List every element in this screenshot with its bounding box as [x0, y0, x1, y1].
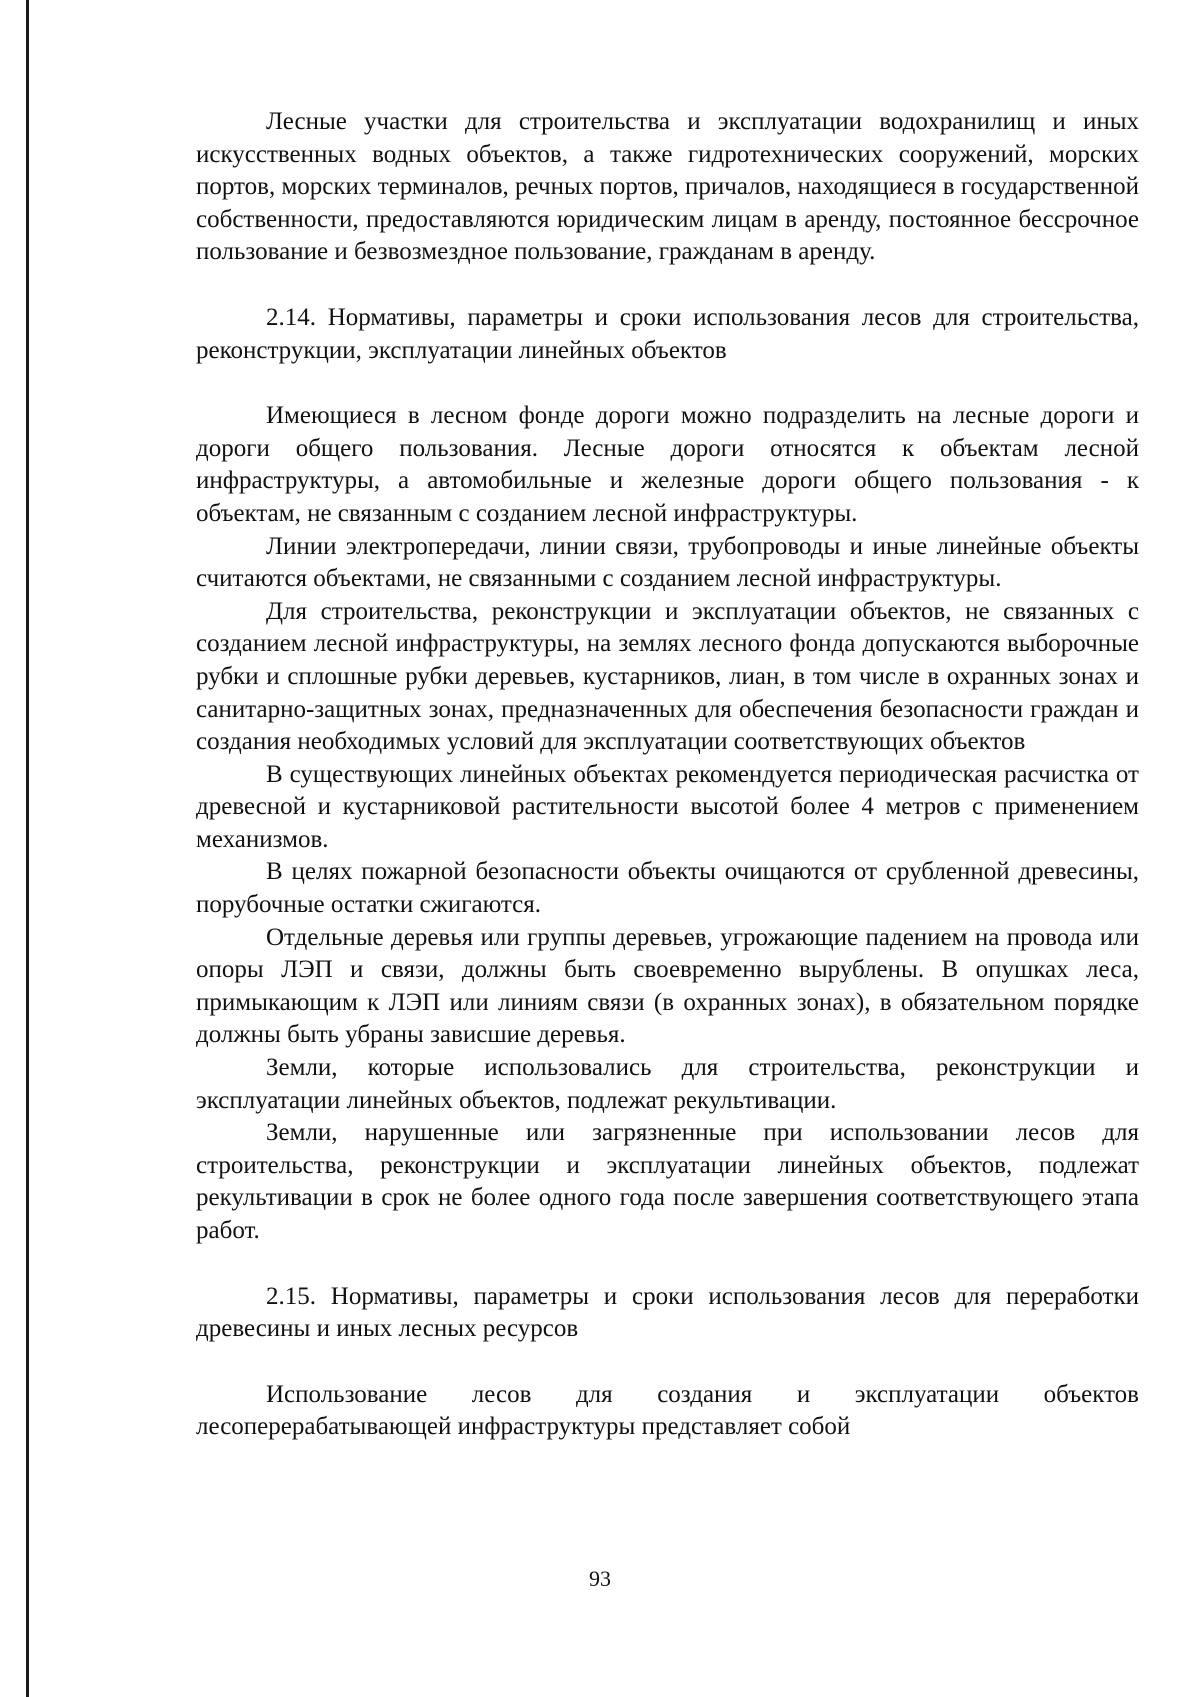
paragraph-power-lines: Линии электропередачи, линии связи, трубопроводы и иные линейные объекты считаются объектами, не связанными с созданием лесной инфраструктуры. — [196, 532, 1139, 593]
paragraph-roads: Имеющиеся в лесном фонде дороги можно подразделить на лесные дороги и дороги общего пользования. Лесные дороги относятся к объектам лесной инфраструктуры, а автомобильные и железные дороги общего пользования - к объектам, не связанным с созданием лесной инфраструктуры. — [196, 402, 1139, 527]
paragraph-land-reclamation: Земли, которые использовались для строительства, реконструкции и эксплуатации линейных объектов, подлежат рекультивации. — [196, 1054, 1139, 1114]
document-page — [196, 106, 1139, 1444]
paragraph-fire-safety: В целях пожарной безопасности объекты очищаются от срубленной древесины, порубочные остатки сжигаются. — [196, 858, 1139, 919]
scan-edge-line — [26, 0, 29, 1697]
paragraph-hazard-trees: Отдельные деревья или группы деревьев, угрожающие падением на провода или опоры ЛЭП и связи, должны быть своевременно вырублены. В опушках леса, примыкающим к ЛЭП или линиям связи (в охранных зонах), в обязательном порядке должны быть убраны зависшие деревья. — [196, 923, 1139, 1049]
paragraph-reservoir-plots: Лесные участки для строительства и эксплуатации водохранилищ и иных искусственных водных объектов, а также гидротехнических сооружений, морских портов, морских терминалов, речных портов, причалов, находящиеся в государственной собственности, предоставляются юридическим лицам в аренду, постоянное бессрочное пользование и безвозмездное пользование, гражданам в аренду. — [196, 108, 1139, 266]
paragraph-felling-permitted: Для строительства, реконструкции и эксплуатации объектов, не связанных с созданием лесной инфраструктуры, на землях лесного фонда допускаются выборочные рубки и сплошные рубки деревьев, кустарников, лиан, в том числе в охранных зонах и санитарно-защитных зонах, предназначенных для обеспечения безопасности граждан и создания необходимых условий для эксплуатации соответствующих объектов — [196, 597, 1139, 756]
page-number: 93 — [589, 1566, 611, 1591]
paragraph-disturbed-land: Земли, нарушенные или загрязненные при использовании лесов для строительства, реконструкции и эксплуатации линейных объектов, подлежат рекультивации в срок не более одного года после завершения соответствующего этапа работ. — [196, 1119, 1139, 1244]
paragraph-wood-processing: Использование лесов для создания и эксплуатации объектов лесоперерабатывающей инфраструктуры представляет собой — [196, 1380, 1139, 1441]
section-heading-2-15: 2.15. Нормативы, параметры и сроки использования лесов для переработки древесины и иных лесных ресурсов — [196, 1282, 1139, 1343]
section-heading-2-14: 2.14. Нормативы, параметры и сроки использования лесов для строительства, реконструкции, эксплуатации линейных объектов — [196, 303, 1139, 364]
paragraph-clearing: В существующих линейных объектах рекомендуется периодическая расчистка от древесной и кустарниковой растительности высотой более 4 метров с применением механизмов. — [196, 760, 1139, 853]
